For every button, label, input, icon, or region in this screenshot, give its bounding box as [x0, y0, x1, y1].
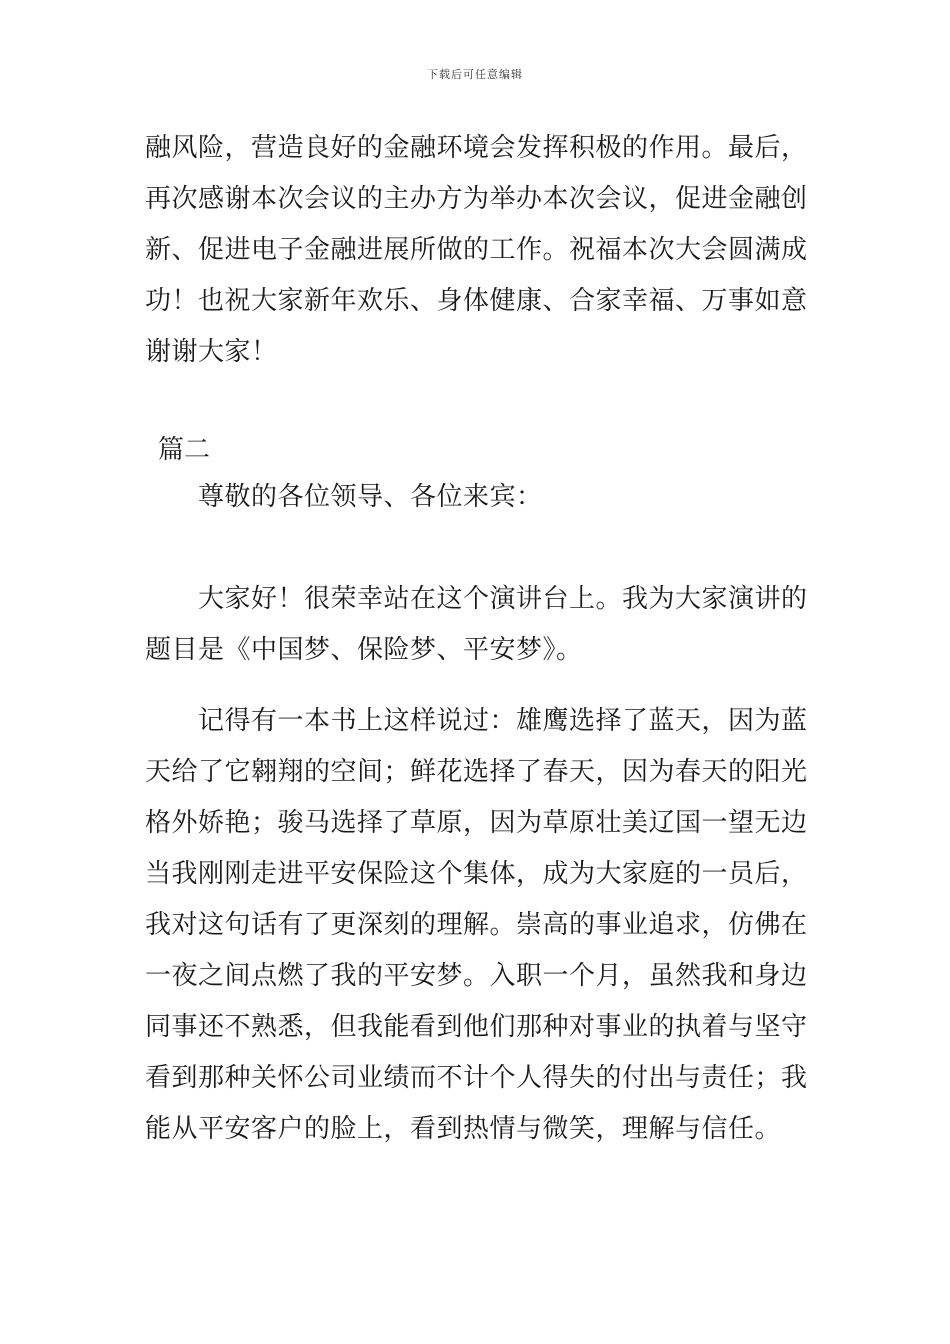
salutation: [198, 472, 810, 523]
paragraph-line: 能从平安客户的脸上，看到热情与微笑，理解与信任。: [145, 1114, 782, 1144]
paragraph-line: 我对这句话有了更深刻的理解。崇高的事业追求，仿佛在: [145, 910, 808, 940]
paragraph-line: 题目是《中国梦、保险梦、平安梦》。: [145, 635, 583, 665]
paragraph-line: 功！也祝大家新年欢乐、身体健康、合家幸福、万事如意: [145, 286, 808, 316]
body-paragraph: [145, 696, 810, 1155]
paragraph-line: 谢谢大家！: [145, 337, 278, 367]
closing-paragraph: [145, 123, 810, 378]
paragraph-line: 新、促进电子金融进展所做的工作。祝福本次大会圆满成: [145, 235, 808, 265]
section-heading: 篇二: [158, 435, 211, 465]
paragraph-line: 天给了它翱翔的空间；鲜花选择了春天，因为春天的阳光: [145, 757, 808, 787]
paragraph-line: 格外娇艳；骏马选择了草原，因为草原壮美辽国一望无边: [145, 808, 808, 838]
paragraph-line: 一夜之间点燃了我的平安梦。入职一个月，虽然我和身边: [145, 961, 808, 991]
paragraph-line: 当我刚刚走进平安保险这个集体，成为大家庭的一员后，: [145, 859, 808, 889]
paragraph-line: 看到那种关怀公司业绩而不计个人得失的付出与责任；我: [145, 1063, 808, 1093]
paragraph-line: 融风险，营造良好的金融环境会发挥积极的作用。最后，: [145, 133, 808, 163]
paragraph-line: 同事还不熟悉，但我能看到他们那种对事业的执着与坚守: [145, 1012, 808, 1042]
opening-paragraph: [145, 574, 810, 676]
paragraph-line: 记得有一本书上这样说过：雄鹰选择了蓝天，因为蓝: [198, 706, 808, 736]
paragraph-line: 大家好！很荣幸站在这个演讲台上。我为大家演讲的: [198, 584, 808, 614]
salutation-line: 尊敬的各位领导、各位来宾：: [198, 482, 543, 512]
paragraph-line: 再次感谢本次会议的主办方为举办本次会议，促进金融创: [145, 184, 808, 214]
page-header-note: 下载后可任意编辑: [427, 68, 523, 81]
